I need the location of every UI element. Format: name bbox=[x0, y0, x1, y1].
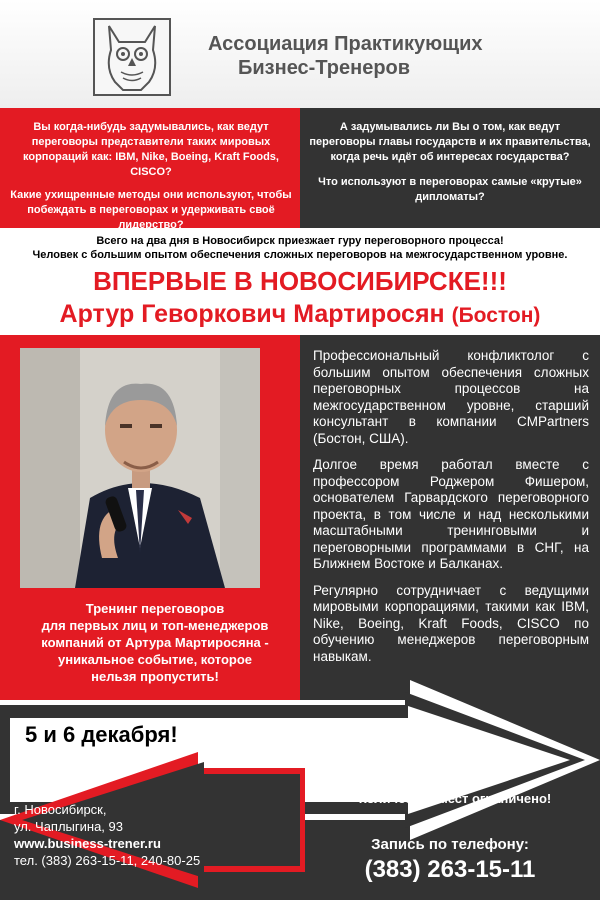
address-phones: тел. (383) 263-15-11, 240-80-25 bbox=[14, 853, 201, 868]
bio-paragraph-2: Долгое время работал вместе с профессором Роджером Фишером, основателем Гарвардского переговорного проекта, в том числе и над несколькими масштабными тренинговыми и переговорными программами в СНГ, на Ближнем Востоке и Балканах. bbox=[313, 457, 589, 571]
address-city: г. Новосибирск, bbox=[14, 802, 107, 817]
bio-paragraph-3: Регулярно сотрудничает с ведущими мировыми корпорациями, такими как IBM, Nike, Boeing, Kraft Foods, CISCO по обучению менеджеров переговорным навыкам. bbox=[313, 582, 589, 664]
first-time-headline: ВПЕРВЫЕ В НОВОСИБИРСКЕ!!! bbox=[93, 266, 507, 296]
right-questions bbox=[306, 120, 594, 205]
registration-phone[interactable]: (383) 263-15-11 bbox=[364, 856, 536, 883]
address-block bbox=[14, 801, 274, 869]
speaker-bio bbox=[313, 348, 589, 675]
org-name-line1: Ассоциация Практикующих bbox=[208, 33, 483, 55]
speaker-city: (Бостон) bbox=[451, 304, 541, 327]
owl-logo-icon bbox=[93, 18, 171, 96]
right-question-2: Что используют в переговорах самые «крутые» дипломаты? bbox=[318, 176, 582, 203]
intro-line-2: Человек с большим опытом обеспечения сложных переговоров на межгосударственном уровне. bbox=[32, 249, 568, 261]
address-street: ул. Чаплыгина, 93 bbox=[14, 819, 123, 834]
left-questions bbox=[8, 120, 294, 233]
org-name-line2: Бизнес-Тренеров bbox=[238, 57, 411, 79]
left-question-2: Какие ухищренные методы они используют, чтобы побеждать в переговорах и удерживать своё лидерство? bbox=[10, 189, 292, 231]
speaker-name: Артур Геворкович Мартиросян bbox=[59, 300, 445, 328]
training-text bbox=[20, 600, 290, 685]
left-question-1: Вы когда-нибудь задумывались, как ведут переговоры представители таких мировых корпораций как: IBM, Nike, Boeing, Kraft Foods, CISCO? bbox=[23, 121, 279, 178]
registration-label: Запись по телефону: bbox=[371, 836, 529, 853]
training-line-1: Тренинг переговоров bbox=[85, 601, 225, 616]
training-line-5: нельзя пропустить! bbox=[91, 669, 219, 684]
event-dates: 5 и 6 декабря! bbox=[25, 722, 178, 747]
right-question-1: А задумывались ли Вы о том, как ведут переговоры главы государств и их правительства, когда речь идёт об интересах государства? bbox=[309, 121, 591, 163]
training-line-4: уникальное событие, которое bbox=[57, 652, 252, 667]
limited-seats-text: Количество мест ограничено! bbox=[358, 791, 552, 806]
speaker-name-headline bbox=[0, 300, 600, 329]
training-line-3: компаний от Артура Мартиросяна - bbox=[41, 635, 269, 650]
speaker-photo bbox=[20, 348, 260, 588]
intro-line-1: Всего на два дня в Новосибирск приезжает гуру переговорного процесса! bbox=[96, 235, 504, 247]
bio-paragraph-1: Профессиональный конфликтолог с большим опытом обеспечения сложных переговорных процессов на межгосударственном уровне, старший консультант в компании CMPartners (Бостон, США). bbox=[313, 348, 589, 446]
org-name bbox=[208, 32, 548, 80]
intro-text bbox=[0, 234, 600, 262]
training-line-2: для первых лиц и топ-менеджеров bbox=[41, 618, 269, 633]
website-link[interactable]: www.business-trener.ru bbox=[14, 836, 161, 851]
